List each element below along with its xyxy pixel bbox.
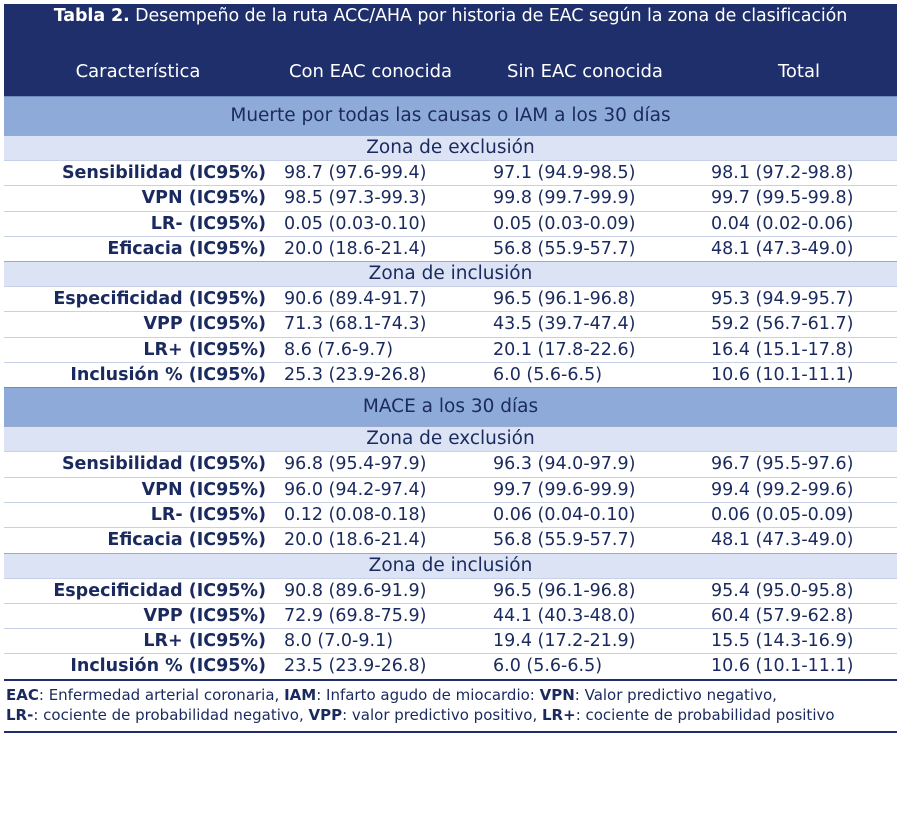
table-row xyxy=(4,362,897,387)
table-row xyxy=(4,628,897,653)
cell-con-eac: 96.8 (95.4-97.9) xyxy=(284,454,427,475)
table-row xyxy=(4,160,897,185)
cell-sin-eac: 99.8 (99.7-99.9) xyxy=(493,188,636,209)
cell-sin-eac: 6.0 (5.6-6.5) xyxy=(493,365,603,386)
row-label: VPP (IC95%) xyxy=(143,605,266,626)
cell-total: 0.06 (0.05-0.09) xyxy=(711,504,854,525)
footnote-text: : Infarto agudo de miocardio: xyxy=(316,685,540,704)
row-label: LR+ (IC95%) xyxy=(143,631,266,652)
cell-con-eac: 0.12 (0.08-0.18) xyxy=(284,504,427,525)
cell-con-eac: 20.0 (18.6-21.4) xyxy=(284,238,427,259)
cell-sin-eac: 0.05 (0.03-0.09) xyxy=(493,213,636,234)
footnote-abbr: VPP xyxy=(308,705,343,724)
column-header-con-eac: Con EAC conocida xyxy=(288,61,453,82)
cell-sin-eac: 44.1 (40.3-48.0) xyxy=(493,605,636,626)
footnote-abbr: IAM xyxy=(284,685,317,704)
row-label: Especificidad (IC95%) xyxy=(53,289,266,310)
cell-sin-eac: 56.8 (55.9-57.7) xyxy=(493,238,636,259)
cell-con-eac: 90.8 (89.6-91.9) xyxy=(284,580,427,601)
table-row xyxy=(4,578,897,603)
cell-con-eac: 98.5 (97.3-99.3) xyxy=(284,188,427,209)
cell-sin-eac: 6.0 (5.6-6.5) xyxy=(493,656,603,677)
cell-total: 96.7 (95.5-97.6) xyxy=(711,454,854,475)
zone-header: Zona de exclusión xyxy=(4,135,897,160)
cell-con-eac: 8.0 (7.0-9.1) xyxy=(284,631,394,652)
cell-con-eac: 72.9 (69.8-75.9) xyxy=(284,605,427,626)
column-header-row xyxy=(4,48,897,96)
cell-con-eac: 96.0 (94.2-97.4) xyxy=(284,479,427,500)
cell-total: 95.4 (95.0-95.8) xyxy=(711,580,854,601)
cell-con-eac: 20.0 (18.6-21.4) xyxy=(284,530,427,551)
table-title-text: Desempeño de la ruta ACC/AHA por historia de EAC según la zona de clasificación xyxy=(129,6,848,26)
column-header-sin-eac: Sin EAC conocida xyxy=(507,61,663,82)
row-label: VPN (IC95%) xyxy=(141,479,266,500)
cell-total: 95.3 (94.9-95.7) xyxy=(711,289,854,310)
row-label: VPP (IC95%) xyxy=(143,314,266,335)
cell-total: 10.6 (10.1-11.1) xyxy=(711,656,854,677)
section-header: Muerte por todas las causas o IAM a los 30 días xyxy=(4,96,897,135)
cell-sin-eac: 96.5 (96.1-96.8) xyxy=(493,289,636,310)
cell-total: 0.04 (0.02-0.06) xyxy=(711,213,854,234)
footnote-text: : Valor predictivo negativo, xyxy=(574,685,777,704)
table-row xyxy=(4,603,897,628)
row-label: VPN (IC95%) xyxy=(141,188,266,209)
table-footnotes xyxy=(4,679,897,733)
row-label: LR+ (IC95%) xyxy=(143,339,266,360)
cell-total: 10.6 (10.1-11.1) xyxy=(711,365,854,386)
cell-con-eac: 25.3 (23.9-26.8) xyxy=(284,365,427,386)
table-row xyxy=(4,311,897,336)
table-row xyxy=(4,477,897,502)
cell-sin-eac: 97.1 (94.9-98.5) xyxy=(493,163,636,183)
row-label: LR- (IC95%) xyxy=(150,213,266,234)
cell-total: 48.1 (47.3-49.0) xyxy=(711,238,854,259)
cell-con-eac: 90.6 (89.4-91.7) xyxy=(284,289,427,310)
table-title-number: Tabla 2. xyxy=(53,6,130,26)
footnote-text: : valor predictivo positivo, xyxy=(342,705,542,724)
cell-sin-eac: 96.5 (96.1-96.8) xyxy=(493,580,636,601)
table-2 xyxy=(4,4,897,733)
table-row xyxy=(4,527,897,552)
cell-sin-eac: 19.4 (17.2-21.9) xyxy=(493,631,636,652)
table-row xyxy=(4,451,897,476)
zone-header: Zona de exclusión xyxy=(4,426,897,451)
cell-total: 16.4 (15.1-17.8) xyxy=(711,339,854,360)
table-row xyxy=(4,653,897,678)
cell-sin-eac: 20.1 (17.8-22.6) xyxy=(493,339,636,360)
cell-con-eac: 0.05 (0.03-0.10) xyxy=(284,213,427,234)
section-header: MACE a los 30 días xyxy=(4,387,897,426)
cell-con-eac: 8.6 (7.6-9.7) xyxy=(284,339,394,360)
row-label: Inclusión % (IC95%) xyxy=(70,365,266,386)
row-label: Inclusión % (IC95%) xyxy=(70,656,266,677)
cell-sin-eac: 43.5 (39.7-47.4) xyxy=(493,314,636,335)
footnote-line xyxy=(6,685,897,705)
footnote-line xyxy=(6,705,897,725)
column-header-caracteristica: Característica xyxy=(75,61,201,82)
row-label: Eficacia (IC95%) xyxy=(107,238,266,259)
table-row xyxy=(4,185,897,210)
row-label: Sensibilidad (IC95%) xyxy=(61,454,266,475)
table-title xyxy=(4,4,897,48)
table-row xyxy=(4,337,897,362)
cell-total: 98.1 (97.2-98.8) xyxy=(711,163,854,183)
zone-header: Zona de inclusión xyxy=(4,261,897,286)
cell-sin-eac: 96.3 (94.0-97.9) xyxy=(493,454,636,475)
cell-con-eac: 71.3 (68.1-74.3) xyxy=(284,314,427,335)
cell-sin-eac: 0.06 (0.04-0.10) xyxy=(493,504,636,525)
row-label: Especificidad (IC95%) xyxy=(53,580,266,601)
footnote-abbr: LR- xyxy=(6,705,34,724)
table-row xyxy=(4,286,897,311)
zone-header: Zona de inclusión xyxy=(4,553,897,578)
cell-total: 99.7 (99.5-99.8) xyxy=(711,188,854,209)
cell-total: 15.5 (14.3-16.9) xyxy=(711,631,854,652)
cell-con-eac: 23.5 (23.9-26.8) xyxy=(284,656,427,677)
cell-con-eac: 98.7 (97.6-99.4) xyxy=(284,163,427,183)
footnote-text: : cociente de probabilidad negativo, xyxy=(33,705,309,724)
row-label: LR- (IC95%) xyxy=(150,504,266,525)
table-row xyxy=(4,211,897,236)
cell-total: 48.1 (47.3-49.0) xyxy=(711,530,854,551)
footnote-text: : cociente de probabilidad positivo xyxy=(575,705,835,724)
table-body xyxy=(4,96,897,679)
cell-sin-eac: 56.8 (55.9-57.7) xyxy=(493,530,636,551)
cell-total: 59.2 (56.7-61.7) xyxy=(711,314,854,335)
cell-total: 60.4 (57.9-62.8) xyxy=(711,605,854,626)
footnote-abbr: EAC xyxy=(6,685,39,704)
footnote-abbr: LR+ xyxy=(542,705,576,724)
column-header-total: Total xyxy=(777,61,821,82)
footnote-text: : Enfermedad arterial coronaria, xyxy=(38,685,285,704)
table-row xyxy=(4,502,897,527)
row-label: Sensibilidad (IC95%) xyxy=(61,163,266,183)
row-label: Eficacia (IC95%) xyxy=(107,530,266,551)
footnote-abbr: VPN xyxy=(539,685,575,704)
cell-sin-eac: 99.7 (99.6-99.9) xyxy=(493,479,636,500)
table-row xyxy=(4,236,897,261)
cell-total: 99.4 (99.2-99.6) xyxy=(711,479,854,500)
